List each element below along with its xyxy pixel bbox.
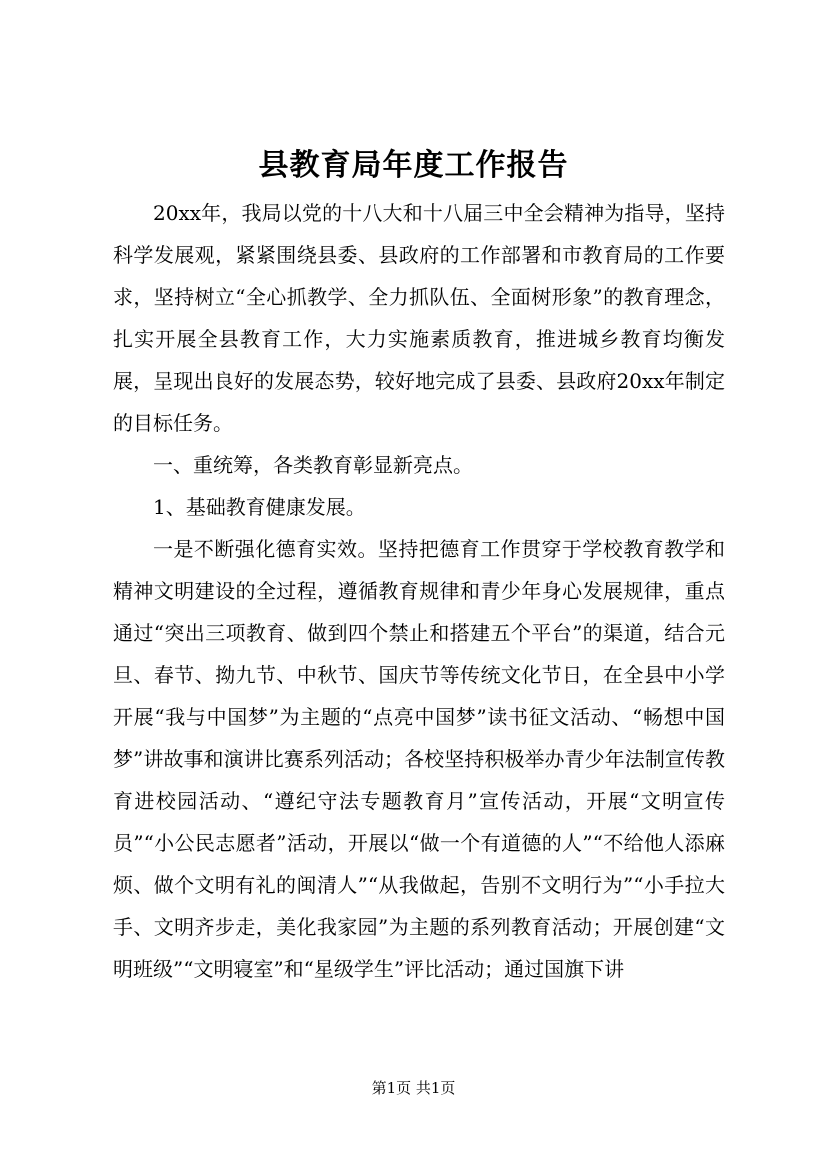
subsection-heading: 1、基础教育健康发展。 <box>153 495 366 519</box>
document-body <box>113 192 725 990</box>
page-footer: 第1页 共1页 <box>371 1079 456 1097</box>
paragraph-intro: 20xx年，我局以党的十八大和十八届三中全会精神为指导，坚持科学发展观，紧紧围绕县委、县政府的工作部署和市教育局的工作要求，坚持树立“全心抓教学、全力抓队伍、全面树形象”的教育理念，扎实开展全县教育工作，大力实施素质教育，推进城乡教育均衡发展，呈现出良好的发展态势，较好地完成了县委、县政府20xx年制定的目标任务。 <box>113 201 725 435</box>
document-title: 县教育局年度工作报告 <box>258 148 569 183</box>
section-heading: 一、重统筹，各类教育彰显新亮点。 <box>153 453 473 477</box>
paragraph-moral-education: 一是不断强化德育实效。坚持把德育工作贯穿于学校教育教学和精神文明建设的全过程，遵循教育规律和青少年身心发展规律，重点通过“突出三项教育、做到四个禁止和搭建五个平台”的渠道，结合元旦、春节、拗九节、中秋节、国庆节等传统文化节日，在全县中小学开展“我与中国梦”为主题的“点亮中国梦”读书征文活动、“畅想中国梦”讲故事和演讲比赛系列活动；各校坚持积极举办青少年法制宣传教育进校园活动、“遵纪守法专题教育月”宣传活动，开展“文明宣传员”“小公民志愿者”活动，开展以“做一个有道德的人”“不给他人添麻烦、做个文明有礼的闽清人”“从我做起，告别不文明行为”“小手拉大手、文明齐步走，美化我家园”为主题的系列教育活动；开展创建“文明班级”“文明寝室”和“星级学生”评比活动；通过国旗下讲 <box>113 537 725 981</box>
